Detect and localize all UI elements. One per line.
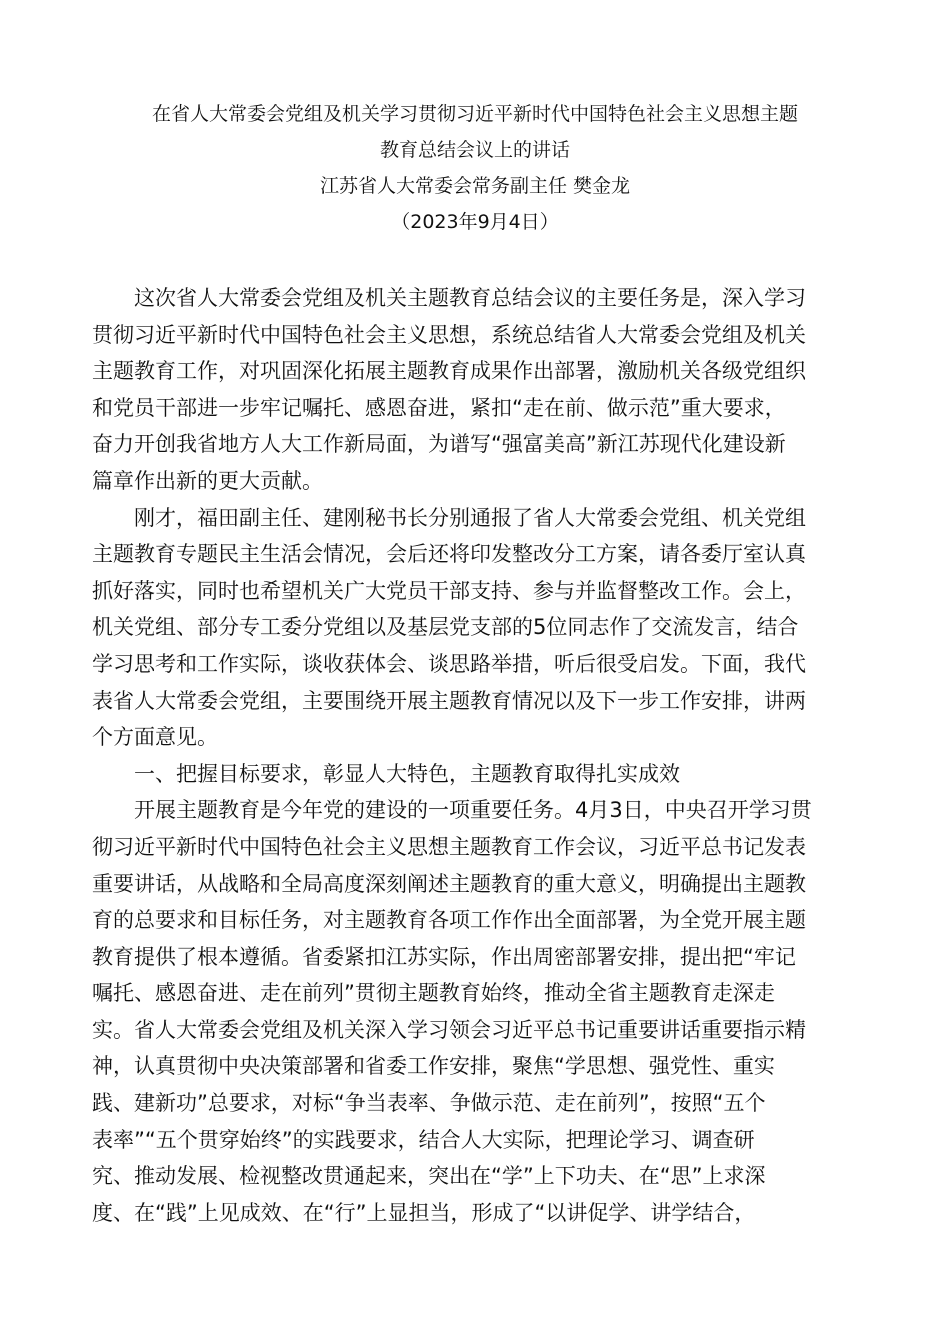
title-line-1: 在省人大常委会党组及机关学习贯彻习近平新时代中国特色社会主义思想主题 <box>151 103 798 125</box>
body-line: 教育提供了根本遵循。省委紧扣江苏实际，作出周密部署安排，提出把“牢记 <box>92 944 796 969</box>
title-line-2: 教育总结会议上的讲话 <box>379 139 570 161</box>
body-line: 重要讲话，从战略和全局高度深刻阐述主题教育的重大意义，明确提出主题教 <box>92 871 806 896</box>
body-line: 个方面意见。 <box>92 725 218 750</box>
body-line: 育的总要求和目标任务，对主题教育各项工作作出全面部署，为全党开展主题 <box>92 908 806 933</box>
body-line: 开展主题教育是今年党的建设的一项重要任务。4月3日，中央召开学习贯 <box>134 798 812 823</box>
body-line: 抓好落实，同时也希望机关广大党员干部支持、参与并监督整改工作。会上， <box>92 578 806 603</box>
document-body <box>92 280 858 1231</box>
body-line: 表省人大常委会党组，主要围绕开展主题教育情况以及下一步工作安排，讲两 <box>92 688 806 713</box>
body-line: 神，认真贯彻中央决策部署和省委工作安排，聚焦“学思想、强党性、重实 <box>92 1054 775 1079</box>
body-line: 篇章作出新的更大贡献。 <box>92 468 323 493</box>
body-line: 机关党组、部分专工委分党组以及基层党支部的5位同志作了交流发言，结合 <box>92 615 799 640</box>
body-line: 究、推动发展、检视整改贯通起来，突出在“学”上下功夫、在“思”上求深 <box>92 1164 766 1189</box>
body-line: 和党员干部进一步牢记嘱托、感恩奋进，紧扣“走在前、做示范”重大要求， <box>92 395 786 420</box>
document-header <box>60 96 890 240</box>
body-line: 践、建新功”总要求，对标“争当表率、争做示范、走在前列”，按照“五个 <box>92 1091 766 1116</box>
body-line: 主题教育专题民主生活会情况，会后还将印发整改分工方案，请各委厅室认真 <box>92 542 806 567</box>
section-heading: 一、把握目标要求，彰显人大特色，主题教育取得扎实成效 <box>134 761 680 786</box>
body-line: 实。省人大常委会党组及机关深入学习领会习近平总书记重要讲话重要指示精 <box>92 1017 806 1042</box>
date-line: （2023年9月4日） <box>391 211 559 233</box>
body-line: 彻习近平新时代中国特色社会主义思想主题教育工作会议，习近平总书记发表 <box>92 834 806 859</box>
body-line: 主题教育工作，对巩固深化拓展主题教育成果作出部署，激励机关各级党组织 <box>92 359 806 384</box>
body-line: 奋力开创我省地方人大工作新局面，为谱写“强富美高”新江苏现代化建设新 <box>92 432 786 457</box>
body-line: 嘱托、感恩奋进、走在前列”贯彻主题教育始终，推动全省主题教育走深走 <box>92 981 775 1006</box>
body-line: 刚才，福田副主任、建刚秘书长分别通报了省人大常委会党组、机关党组 <box>134 505 806 530</box>
body-line: 学习思考和工作实际，谈收获体会、谈思路举措，听后很受启发。下面，我代 <box>92 651 806 676</box>
body-line: 贯彻习近平新时代中国特色社会主义思想，系统总结省人大常委会党组及机关 <box>92 322 806 347</box>
body-line: 表率”“五个贯穿始终”的实践要求，结合人大实际，把理论学习、调查研 <box>92 1127 755 1152</box>
speaker-line: 江苏省人大常委会常务副主任 樊金龙 <box>319 175 631 197</box>
body-line: 度、在“践”上见成效、在“行”上显担当，形成了“以讲促学、讲学结合， <box>92 1200 756 1225</box>
body-line: 这次省人大常委会党组及机关主题教育总结会议的主要任务是，深入学习 <box>134 286 806 310</box>
